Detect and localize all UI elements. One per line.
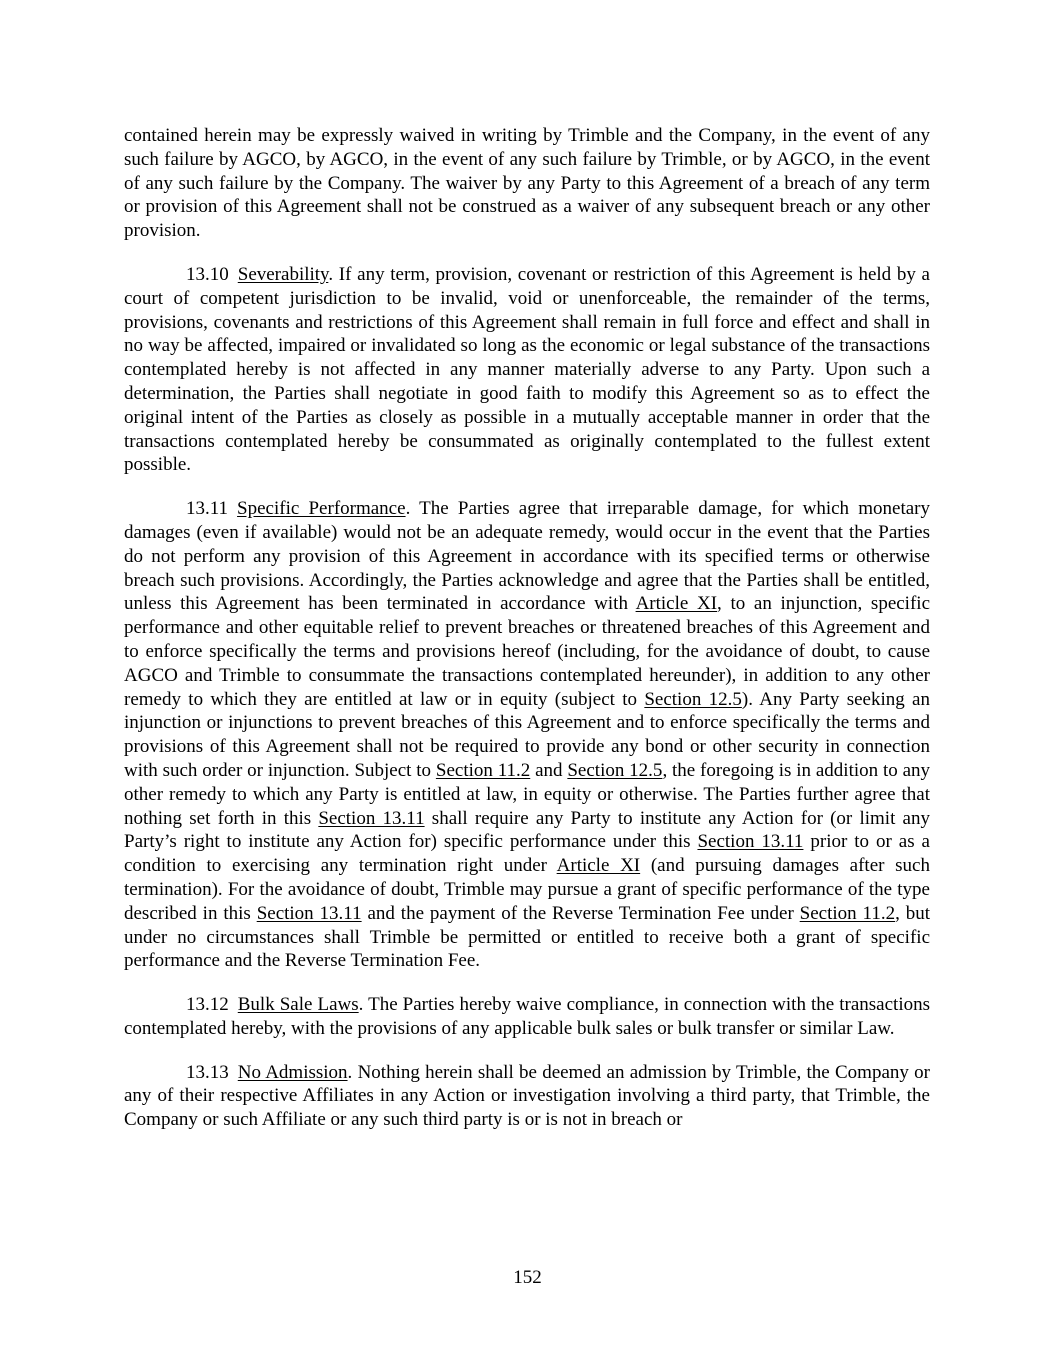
section-text: . If any term, provision, covenant or restriction of this Agreement is held by a court of competent jurisdiction to be invalid, void or unenforceable, the remainder of the terms, provisions, covenants and restrictions of this Agreement shall remain in full force and effect and shall in no way be affected, impaired or invalidated so long as the economic or legal substance of the transactions contemplated hereby is not affected in any manner materially adverse to any Party. Upon such a determination, the Parties shall negotiate in good faith to modify this Agreement so as to effect the original intent of the Parties as closely as possible in a mutually acceptable manner in order that the transactions contemplated hereby be consummated as originally contemplated to the fullest extent possible. xyxy=(124,263,930,476)
section-text: and xyxy=(530,759,568,781)
cross-reference-link: Section 11.2 xyxy=(435,759,531,781)
section-text: , but under no circumstances shall Trimble be permitted or entitled to receive both a grant of specific performance and the Reverse Termination Fee. xyxy=(124,902,931,972)
cross-reference-link: Section 13.11 xyxy=(697,831,804,853)
cross-reference-link: Section 13.11 xyxy=(256,902,362,924)
section-heading: No Admission xyxy=(237,1061,348,1083)
section-text: . Nothing herein shall be deemed an admission by Trimble, the Company or any of their respective Affiliates in any Action or investigation involving a third party, that Trimble, the Company or such Affiliate or any such third party is or is not in breach or xyxy=(124,1061,930,1131)
cross-reference-link: Section 13.11 xyxy=(318,807,425,829)
section-text: . The Parties agree that irreparable damage, for which monetary damages (even if available) would not be an adequate remedy, would occur in the event that the Parties do not perform any provision of this Agreement in accordance with its specified terms or otherwise breach such provisions. Accordingly, the Parties acknowledge and agree that the Parties shall be entitled, unless this Agreement has been terminated in accordance with xyxy=(124,498,931,615)
page-number: 152 xyxy=(513,1267,542,1288)
section-text: shall require any Party to institute any Action for (or limit any Party’s right to institute any Action for) specific performance under this xyxy=(124,807,930,853)
paragraph-continuation xyxy=(124,124,930,243)
section-text: and the payment of the Reverse Termination Fee under xyxy=(361,902,800,924)
section-text: , to an injunction, specific performance and other equitable relief to prevent breaches or threatened breaches of this Agreement and to enforce specifically the terms and provisions hereof (including, for the avoidance of doubt, to cause AGCO and Trimble to consummate the transactions contemplated hereunder), in addition to any other remedy to which they are entitled at law or in equity (subject to xyxy=(124,593,931,710)
section-13-10 xyxy=(124,263,930,477)
section-text: ). Any Party seeking an injunction or injunctions to prevent breaches of this Agreement and to enforce specifically the terms and provisions of this Agreement shall not be required to provide any bond or other security in connection with such order or injunction. Subject to xyxy=(124,688,930,781)
section-13-12 xyxy=(124,993,930,1041)
cross-reference-link: Article XI xyxy=(556,855,641,877)
section-text: . The Parties hereby waive compliance, in connection with the transactions contemplated hereby, with the provisions of any applicable bulk sales or bulk transfer or similar Law. xyxy=(124,994,930,1039)
section-number: 13.10 xyxy=(186,263,229,285)
section-number: 13.11 xyxy=(186,498,229,520)
section-number: 13.13 xyxy=(186,1061,229,1083)
paragraph-text: contained herein may be expressly waived in writing by Trimble and the Company, in the event of any such failure by AGCO, by AGCO, in the event of any such failure by Trimble, or by AGCO, in the event of any such failure by the Company. The waiver by any Party to this Agreement of a breach of any term or provision of this Agreement shall not be construed as a waiver of any subsequent breach or any other provision. xyxy=(124,125,930,242)
cross-reference-link: Section 11.2 xyxy=(799,902,896,924)
section-number: 13.12 xyxy=(186,994,229,1016)
section-heading: Severability xyxy=(237,263,329,285)
section-heading: Specific Performance xyxy=(237,498,406,520)
section-text: (and pursuing damages after such termination). For the avoidance of doubt, Trimble may pursue a grant of specific performance of the type described in this xyxy=(124,855,930,924)
section-text: , the foregoing is in addition to any other remedy to which any Party is entitled at law, in equity or otherwise. The Parties further agree that nothing set forth in this xyxy=(124,759,930,829)
section-13-11 xyxy=(124,497,930,973)
cross-reference-link: Section 12.5 xyxy=(644,688,742,710)
document-page xyxy=(124,124,930,1152)
cross-reference-link: Article XI xyxy=(635,593,718,615)
cross-reference-link: Section 12.5 xyxy=(567,759,663,781)
section-13-13 xyxy=(124,1061,930,1132)
section-heading: Bulk Sale Laws xyxy=(237,994,359,1016)
section-text: prior to or as a condition to exercising any termination right under xyxy=(124,831,930,877)
